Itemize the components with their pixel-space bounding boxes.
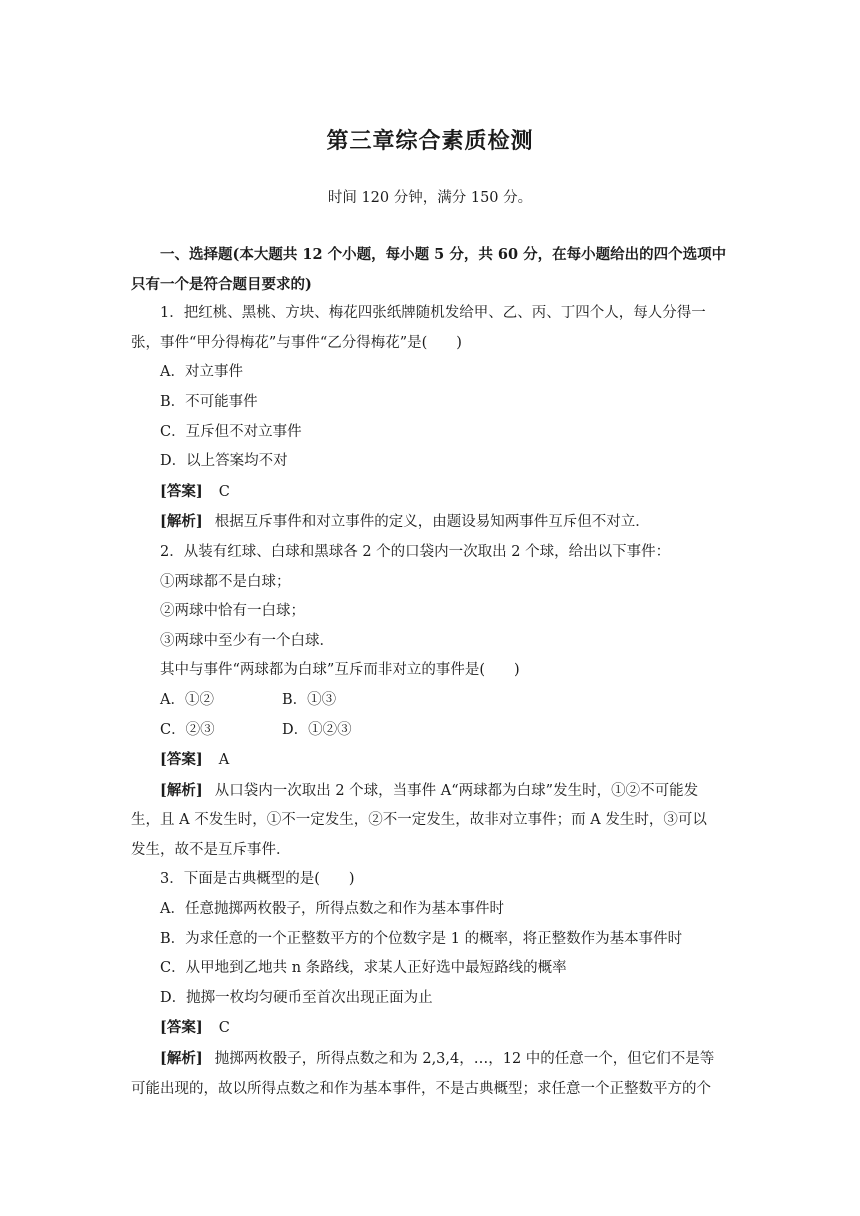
q2-analysis-cont-1: 生，且 A 不发生时，①不一定发生，②不一定发生，故非对立事件；而 A 发生时，③可以 <box>131 812 707 829</box>
q1-answer <box>131 477 731 508</box>
analysis-text: 根据互斥事件和对立事件的定义，由题设易知两事件互斥但不对立． <box>214 514 650 531</box>
answer-tag: [答案] <box>160 482 203 500</box>
analysis-text: 抛掷两枚骰子，所得点数之和为 2,3,4，…，12 中的任意一个，但它们不是等 <box>214 1051 715 1068</box>
q1-option-a: A．对立事件 <box>160 364 243 381</box>
q2-analysis <box>131 776 731 807</box>
analysis-text: 从口袋内一次取出 2 个球，当事件 A“两球都为白球”发生时，①②不可能发 <box>214 782 699 799</box>
q2-options-row-2 <box>131 716 731 746</box>
analysis-tag: [解析] <box>160 781 203 799</box>
answer-tag: [答案] <box>160 1019 203 1037</box>
exam-info: 时间 120 分钟，满分 150 分。 <box>327 190 533 206</box>
q1-option-d: D．以上答案均不对 <box>160 453 288 470</box>
q2-answer <box>131 745 731 776</box>
q3-stem: 3．下面是古典概型的是( ) <box>160 871 355 888</box>
q2-item-3: ③两球中至少有一个白球． <box>160 632 334 649</box>
q2-question: 其中与事件“两球都为白球”互斥而非对立的事件是( ) <box>160 662 520 679</box>
document-body <box>131 240 731 1104</box>
answer-tag: [答案] <box>160 751 203 769</box>
analysis-tag: [解析] <box>160 513 203 531</box>
q1-analysis <box>131 507 731 538</box>
answer-value: C <box>218 1020 230 1037</box>
q1-option-c: C．互斥但不对立事件 <box>160 423 302 440</box>
q2-option-a: A．①② <box>160 691 214 708</box>
q2-item-1: ①两球都不是白球； <box>160 573 291 590</box>
answer-value: A <box>218 752 230 769</box>
q3-option-c: C．从甲地到乙地共 n 条路线，求某人正好选中最短路线的概率 <box>160 960 567 977</box>
q2-option-b: B．①③ <box>282 691 337 708</box>
q3-analysis-cont: 可能出现的，故以所得点数之和作为基本事件，不是古典概型；求任意一个正整数平方的个 <box>131 1080 711 1097</box>
q3-option-b: B．为求任意的一个正整数平方的个位数字是 1 的概率，将正整数作为基本事件时 <box>160 930 683 947</box>
q3-option-d: D．抛掷一枚均匀硬币至首次出现正面为止 <box>160 989 433 1006</box>
q3-option-a: A．任意抛掷两枚骰子，所得点数之和作为基本事件时 <box>160 901 504 918</box>
q3-analysis <box>131 1044 731 1075</box>
q1-option-b: B．不可能事件 <box>160 393 258 410</box>
q2-item-2: ②两球中恰有一白球； <box>160 603 305 620</box>
q3-answer <box>131 1013 731 1044</box>
q1-stem: 1．把红桃、黑桃、方块、梅花四张纸牌随机发给甲、乙、丙、丁四个人，每人分得一 <box>160 305 706 322</box>
q2-stem: 2．从装有红球、白球和黑球各 2 个的口袋内一次取出 2 个球，给出以下事件： <box>160 543 671 560</box>
q2-options-row-1 <box>131 686 731 716</box>
section-heading-cont: 只有一个是符合题目要求的) <box>131 275 312 293</box>
section-heading: 一、选择题(本大题共 12 个小题，每小题 5 分，共 60 分，在每小题给出的四个选项中 <box>160 246 727 263</box>
answer-value: C <box>218 483 230 500</box>
page-title: 第三章综合素质检测 <box>326 128 534 154</box>
q2-option-d: D．①②③ <box>282 721 352 738</box>
analysis-tag: [解析] <box>160 1050 203 1068</box>
q1-stem-cont: 张，事件“甲分得梅花”与事件“乙分得梅花”是( ) <box>131 334 462 351</box>
q2-option-c: C．②③ <box>160 721 215 738</box>
q2-analysis-cont-2: 发生，故不是互斥事件． <box>131 841 291 858</box>
